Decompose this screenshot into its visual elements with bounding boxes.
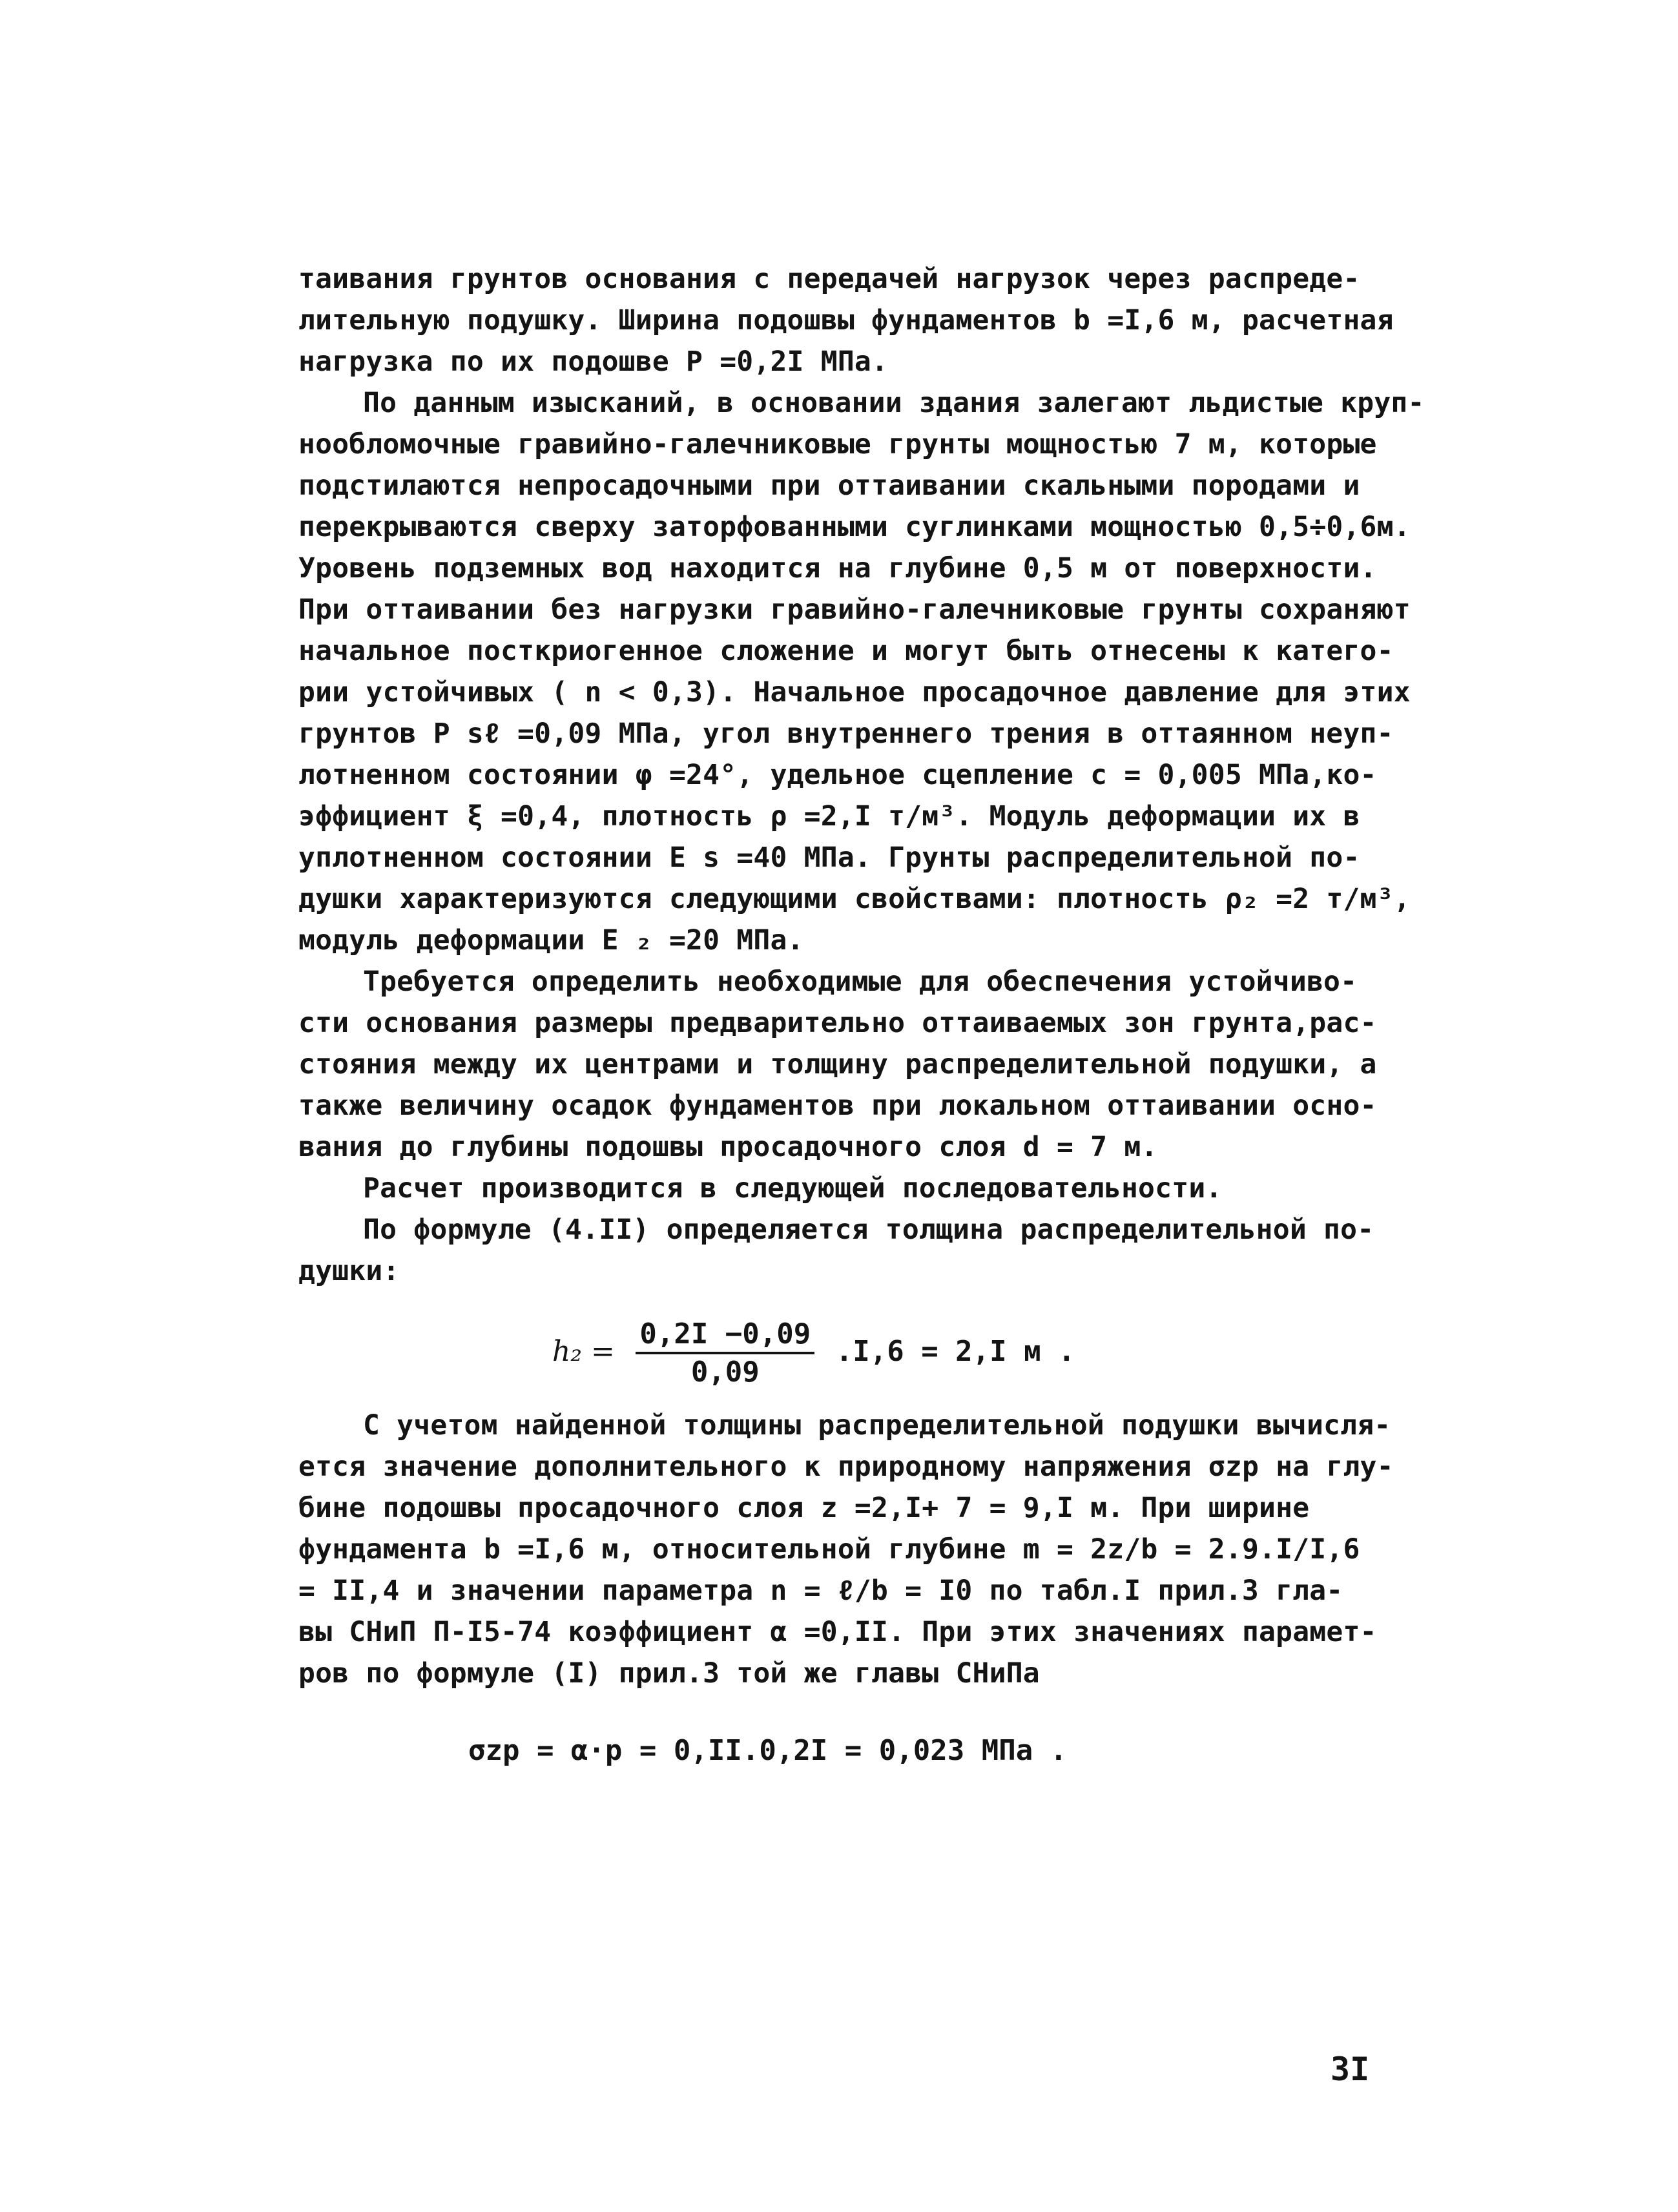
text-line: При оттаивании без нагрузки гравийно-галечниковые грунты сохраняют — [298, 594, 1411, 626]
formula-rhs: .I,6 = 2,I м . — [835, 1335, 1075, 1368]
text-line: бине подошвы просадочного слоя z =2,I+ 7 = 9,I м. При ширине — [298, 1492, 1310, 1524]
text-line: лотненном состоянии φ =24°, удельное сцепление с = 0,005 МПа,ко- — [298, 759, 1377, 791]
text-line: стояния между их центрами и толщину распределительной подушки, а — [298, 1048, 1377, 1080]
text-line: лительную подушку. Ширина подошвы фундаментов b =I,6 м, расчетная — [298, 304, 1394, 336]
text-line: душки характеризуются следующими свойствами: плотность ρ₂ =2 т/м³, — [298, 883, 1411, 915]
text-line: = II,4 и значении параметра n = ℓ/b = I0 по табл.I прил.3 гла- — [298, 1575, 1343, 1607]
text-line: Требуется определить необходимые для обеспечения устойчиво- — [363, 966, 1358, 998]
text-line: перекрываются сверху заторфованными суглинками мощностью 0,5÷0,6м. — [298, 511, 1411, 543]
text-line: рии устойчивых ( n < 0,3). Начальное просадочное давление для этих — [298, 676, 1411, 708]
text-line: вы СНиП П-I5-74 коэффициент α =0,II. При этих значениях парамет- — [298, 1616, 1377, 1648]
text-line: грунтов Р sℓ =0,09 МПа, угол внутреннего трения в оттаянном неуп- — [298, 718, 1394, 750]
text-line: ется значение дополнительного к природному напряжения σzp на глу- — [298, 1451, 1394, 1483]
formula-cushion-thickness — [552, 1318, 1075, 1389]
formula-lhs: h₂ = — [552, 1335, 615, 1368]
body-text-continued — [298, 1405, 1409, 1694]
formula-numerator: 0,2I −0,09 — [636, 1318, 814, 1354]
text-line: модуль деформации Е ₂ =20 МПа. — [298, 924, 804, 956]
text-line: нообломочные гравийно-галечниковые грунты мощностью 7 м, которые — [298, 428, 1377, 460]
text-line: вания до глубины подошвы просадочного слоя d = 7 м. — [298, 1131, 1158, 1163]
formula-additional-stress: σzp = α·p = 0,II.0,2I = 0,023 МПа . — [468, 1734, 1068, 1767]
text-line: сти основания размеры предварительно оттаиваемых зон грунта,рас- — [298, 1007, 1377, 1039]
text-line: уплотненном состоянии Е s =40 МПа. Грунты распределительной по- — [298, 842, 1360, 874]
text-line: ров по формуле (I) прил.3 той же главы СНиПа — [298, 1657, 1040, 1690]
text-line: таивания грунтов основания с передачей нагрузок через распреде- — [298, 263, 1360, 295]
text-line: душки: — [298, 1255, 400, 1287]
text-line: нагрузка по их подошве Р =0,2I МПа. — [298, 346, 889, 378]
body-text — [298, 258, 1425, 1292]
page-number: 3I — [1331, 2051, 1370, 2088]
formula-denominator: 0,09 — [690, 1356, 760, 1389]
text-line: подстилаются непросадочными при оттаивании скальными породами и — [298, 470, 1360, 502]
formula-fraction — [636, 1318, 814, 1389]
text-line: Расчет производится в следующей последовательности. — [363, 1172, 1223, 1204]
text-line: По данным изысканий, в основании здания залегают льдистые круп- — [363, 387, 1425, 419]
text-line: С учетом найденной толщины распределительной подушки вычисля- — [363, 1409, 1391, 1442]
text-line: начальное посткриогенное сложение и могут быть отнесены к катего- — [298, 635, 1394, 667]
text-line: По формуле (4.II) определяется толщина распределительной по- — [363, 1214, 1374, 1246]
text-line: фундамента b =I,6 м, относительной глубине m = 2z/b = 2.9.I/I,6 — [298, 1533, 1360, 1566]
text-line: Уровень подземных вод находится на глубине 0,5 м от поверхности. — [298, 552, 1377, 584]
text-line: эффициент ξ =0,4, плотность ρ =2,I т/м³. Модуль деформации их в — [298, 800, 1360, 832]
text-line: также величину осадок фундаментов при локальном оттаивании осно- — [298, 1090, 1377, 1122]
